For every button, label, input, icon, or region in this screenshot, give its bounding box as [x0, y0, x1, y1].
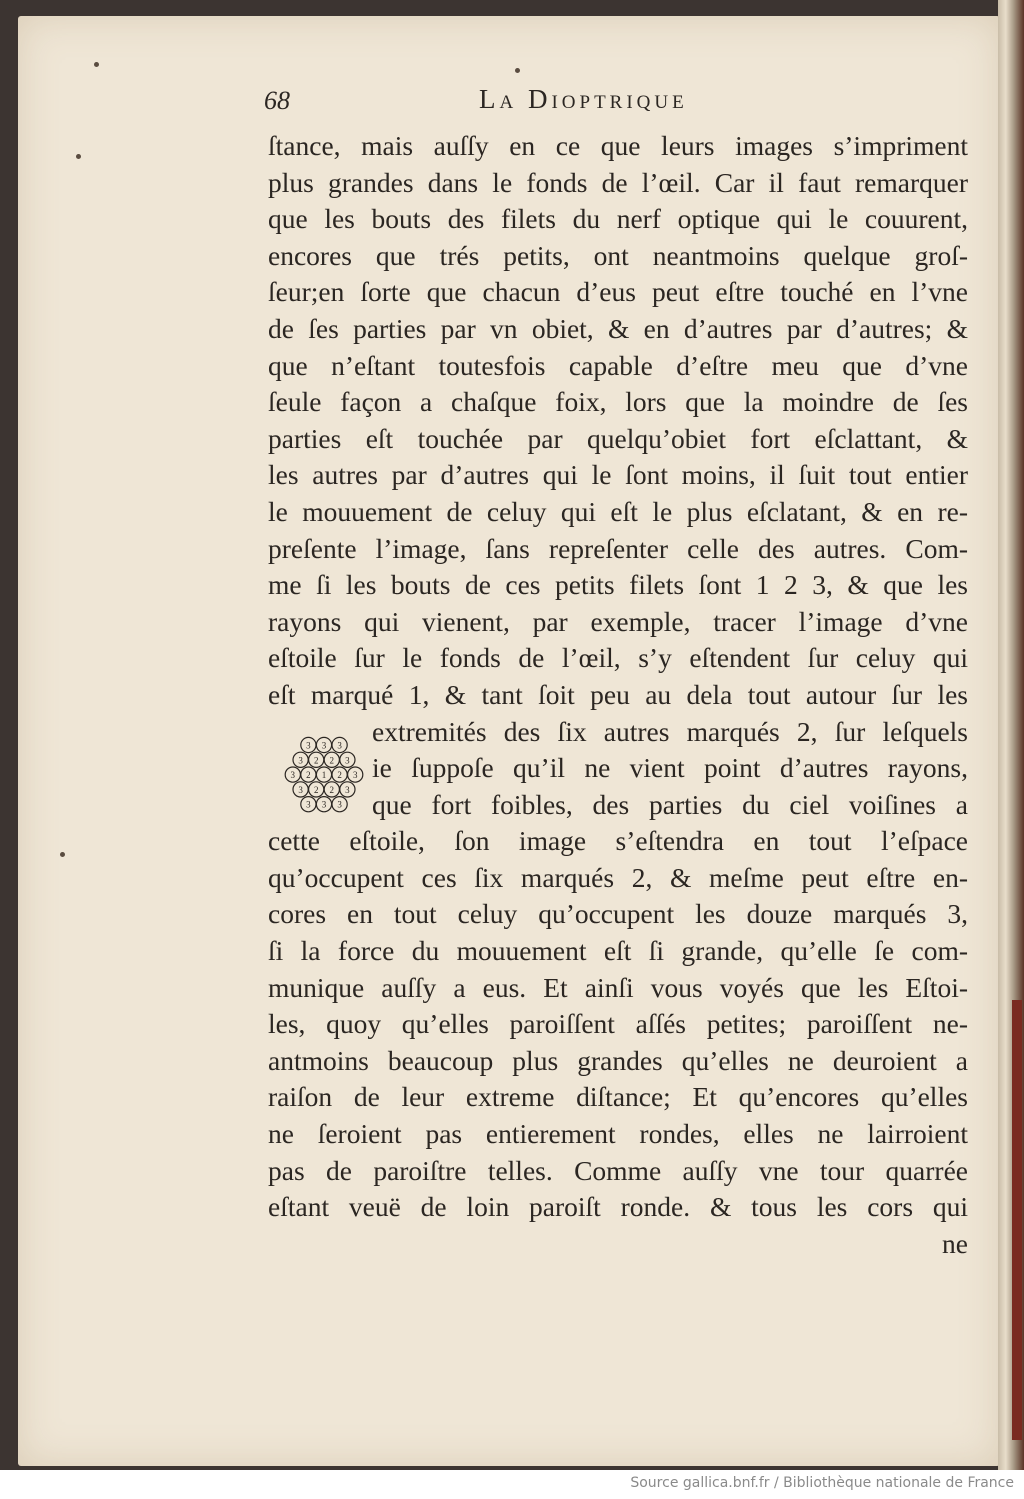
text-line: eſtant veuë de loin paroiſt ronde. & tous les cors qui [268, 1191, 968, 1223]
fibre-label: 3 [321, 799, 327, 810]
fibre-end [316, 797, 331, 812]
fibre-end [332, 737, 347, 752]
fibre-label: 3 [345, 755, 350, 766]
fibre-end [309, 752, 324, 767]
text-line: ſeur;en ſorte que chacun d’eus peut eſtre touché en l’vne [268, 276, 968, 308]
text-line: que les bouts des filets du nerf optique qui le couurent, [268, 203, 968, 235]
footer [0, 1470, 1024, 1499]
text-line: qu’occupent ces ſix marqués 2, & meſme peut eſtre en- [268, 861, 968, 893]
text-line: les autres par d’autres qui le ſont moins, il ſuit tout entier [268, 459, 968, 491]
fibre-label: 2 [329, 784, 335, 795]
fibre-end [293, 782, 308, 797]
fibre-end [309, 782, 324, 797]
book-gutter [998, 0, 1024, 1470]
fibre-label: 2 [306, 770, 311, 781]
fibre-label: 3 [337, 799, 342, 810]
gutter-binding [1012, 1000, 1022, 1440]
fibre-end [324, 782, 339, 797]
fibre-end [340, 782, 355, 797]
ink-spot [60, 852, 65, 857]
fibre-label: 3 [306, 740, 311, 751]
text-line: me ſi les bouts de ces petits filets ſont 1 2 3, & que les [268, 569, 968, 601]
fibre-label: 1 [321, 770, 327, 781]
fibre-label: 3 [345, 784, 350, 795]
fibre-label: 3 [290, 770, 296, 781]
fibre-end [301, 797, 316, 812]
fibre-label: 3 [321, 740, 327, 751]
text-line: eſtoile ſur le fonds de l’œil, s’y eſtendent ſur celuy qui [268, 642, 968, 674]
text-line: pas de paroiſtre telles. Comme auſſy vne tour quarrée [268, 1154, 968, 1186]
text-line: ſi la force du mouuement eſt ſi grande, qu’elle ſe com- [268, 935, 968, 967]
fibre-end [316, 767, 331, 782]
text-line: le mouuement de celuy qui eſt le plus eſclatant, & en re- [268, 495, 968, 527]
text-line: cette eſtoile, ſon image s’eſtendra en tout l’eſpace [268, 825, 968, 857]
text-line: ſtance, mais auſſy en ce que leurs images s’impriment [268, 130, 968, 161]
body-text [268, 128, 968, 1262]
text-line: que n’eſtant toutesfois capable d’eſtre meu que d’vne [268, 349, 968, 381]
fibre-label: 3 [337, 740, 342, 751]
text-line: extremités des ſix autres marqués 2, ſur leſquels [372, 715, 968, 747]
catchword: ne [942, 1227, 968, 1259]
page-header [264, 84, 964, 120]
fibre-end [301, 737, 316, 752]
text-line: les, quoy qu’elles paroiſſent aſſés petites; paroiſſent ne- [268, 1008, 968, 1040]
fibre-end [348, 767, 363, 782]
fibre-end [316, 737, 331, 752]
fibre-end [332, 767, 347, 782]
text-line: rayons qui vienent, par exemple, tracer l’image d’vne [268, 605, 968, 637]
fibre-end [285, 767, 300, 782]
text-line: eſt marqué 1, & tant ſoit peu au dela tout autour ſur les [268, 678, 968, 710]
fibre-end [293, 752, 308, 767]
text-line: plus grandes dans le fonds de l’œil. Car il faut remarquer [268, 166, 968, 198]
text-line: encores que trés petits, ont neantmoins quelque groſ- [268, 239, 968, 271]
running-title: La Dioptrique [479, 84, 688, 114]
text-line: cores en tout celuy qu’occupent les douze marqués 3, [268, 898, 968, 930]
fibre-label: 3 [298, 755, 303, 766]
fibre-label: 2 [329, 755, 335, 766]
fibre-label: 3 [298, 784, 303, 795]
text-line: que fort foibles, des parties du ciel voiſines a [372, 788, 968, 820]
text-line: antmoins beaucoup plus grandes qu’elles ne deuroient a [268, 1044, 968, 1076]
fibre-end [340, 752, 355, 767]
text-line: raiſon de leur extreme diſtance; Et qu’encores qu’elles [268, 1081, 968, 1113]
ink-spot [76, 154, 81, 159]
text-line: ie ſuppoſe qu’il ne vient point d’autres rayons, [372, 752, 968, 784]
fibre-label: 3 [306, 799, 311, 810]
fibre-label: 2 [313, 755, 319, 766]
source-credit: Source gallica.bnf.fr / Bibliothèque nationale de France [630, 1475, 1014, 1491]
fibre-label: 3 [352, 770, 358, 781]
text-line: ſeule façon a chaſque foix, lors que la moindre de ſes [268, 386, 968, 418]
fibre-end [301, 767, 316, 782]
fibre-end [324, 752, 339, 767]
ink-spot [94, 62, 99, 67]
eye-nerve-fibres-figure [281, 733, 367, 817]
ink-spot [515, 68, 520, 73]
fibre-end [332, 797, 347, 812]
text-line: munique auſſy a eus. Et ainſi vous voyés que les Eſtoi- [268, 971, 968, 1003]
text-line: parties eſt touchée par quelqu’obiet fort eſclattant, & [268, 422, 968, 454]
text-line: ne ſeroient pas entierement rondes, elles ne lairroient [268, 1118, 968, 1150]
page-number: 68 [264, 86, 290, 115]
fibre-label: 2 [313, 784, 319, 795]
text-line: de ſes parties par vn obiet, & en d’autres par d’autres; & [268, 312, 968, 344]
fibre-label: 2 [337, 770, 342, 781]
text-line: preſente l’image, ſans repreſenter celle des autres. Com- [268, 532, 968, 564]
